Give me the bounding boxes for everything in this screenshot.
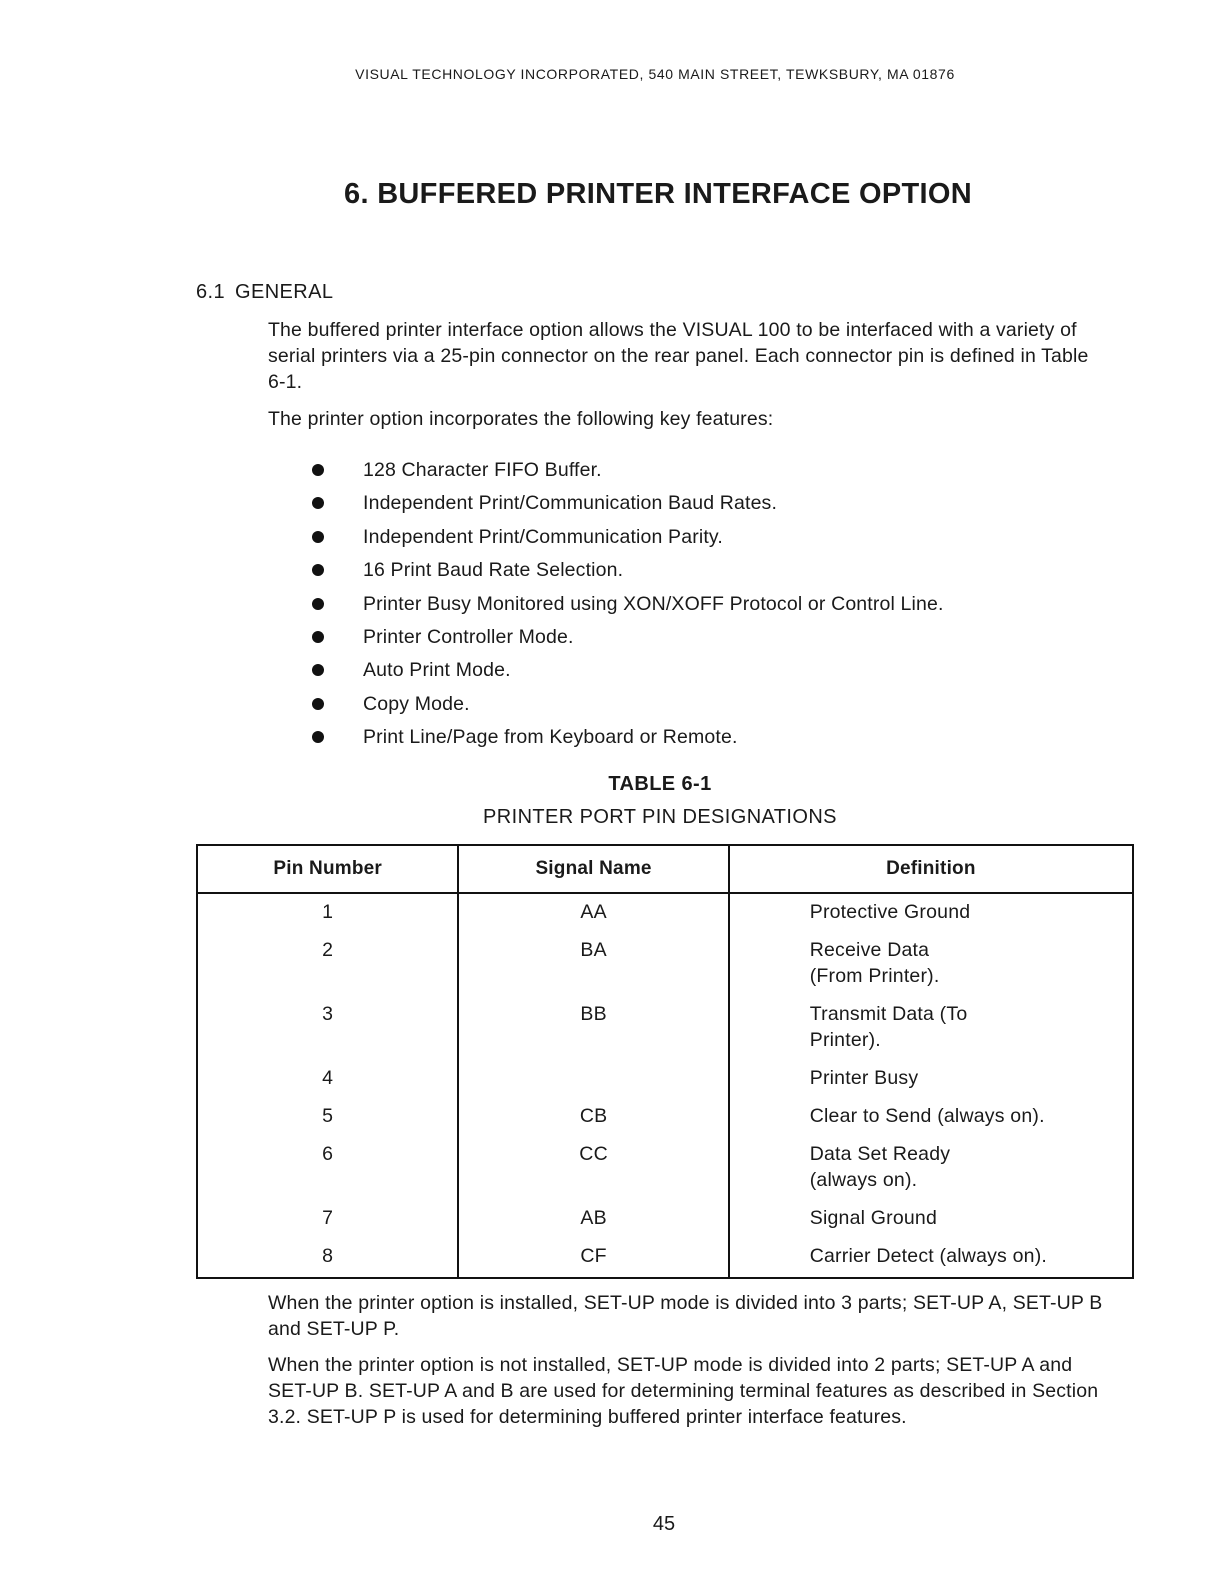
pin-cell: 4 [197,1065,458,1103]
table-row [197,1103,1133,1141]
column-header-pin: Pin Number [197,845,458,893]
pin-cell: 2 [197,937,458,1001]
definition-cell: Clear to Send (always on). [729,1103,1133,1141]
list-item [312,657,944,690]
bullet-icon [312,598,324,610]
pin-cell: 7 [197,1205,458,1243]
table-row [197,1205,1133,1243]
column-header-signal: Signal Name [458,845,728,893]
table-row [197,1065,1133,1103]
intro-paragraph: The buffered printer interface option allows the VISUAL 100 to be interfaced with a variety of serial printers via a 25-pin connector on the rear panel. Each connector pin is defined in Table 6-1. [268,319,1089,393]
bullet-icon [312,664,324,676]
feature-text: 128 Character FIFO Buffer. [363,459,602,481]
feature-text: Independent Print/Communication Parity. [363,525,723,548]
feature-text: Independent Print/Communication Baud Rates. [363,492,778,515]
signal-cell: CB [458,1103,728,1141]
bullet-icon [312,564,324,576]
pin-cell: 5 [197,1103,458,1141]
feature-text: 16 Print Baud Rate Selection. [363,559,624,582]
signal-cell: CF [458,1243,728,1278]
feature-text: Printer Controller Mode. [363,625,574,648]
column-header-definition: Definition [729,845,1133,893]
section-title: GENERAL [235,281,334,303]
bullet-icon [312,698,324,710]
signal-cell: BA [458,937,728,1001]
pin-cell: 3 [197,1001,458,1065]
feature-text: Auto Print Mode. [363,659,511,682]
signal-cell: BB [458,1001,728,1065]
page-header: VISUAL TECHNOLOGY INCORPORATED, 540 MAIN STREET, TEWKSBURY, MA 01876 [355,66,955,82]
signal-cell [458,1065,728,1103]
setup-not-installed-paragraph: When the printer option is not installed, SET-UP mode is divided into 2 parts; SET-UP A and SET-UP B. SET-UP A and B are used for determining terminal features as described in Section 3.2. SET-UP P is used for determining buffered printer interface features. [268,1354,1099,1428]
table-row [197,1141,1133,1205]
bullet-icon [312,531,324,543]
definition-cell: Receive Data (From Printer). [729,937,1133,1001]
definition-cell: Protective Ground [729,893,1133,937]
chapter-title: 6. BUFFERED PRINTER INTERFACE OPTION [344,178,972,210]
list-item [312,457,944,490]
feature-list [312,457,944,758]
pin-cell: 1 [197,893,458,937]
pin-designations-table [196,844,1134,1279]
feature-text: Copy Mode. [363,692,470,715]
table-label: TABLE 6-1 [608,773,712,795]
list-item [312,591,944,624]
table-row [197,1001,1133,1065]
definition-cell: Signal Ground [729,1205,1133,1243]
table-row [197,937,1133,1001]
signal-cell: AB [458,1205,728,1243]
pin-cell: 6 [197,1141,458,1205]
setup-installed-paragraph: When the printer option is installed, SET-UP mode is divided into 3 parts; SET-UP A, SET-UP B and SET-UP P. [268,1292,1103,1340]
bullet-icon [312,731,324,743]
bullet-icon [312,464,324,476]
definition-cell: Printer Busy [729,1065,1133,1103]
signal-cell: AA [458,893,728,937]
table-row [197,1243,1133,1278]
list-item [312,490,944,523]
section-heading [196,281,333,304]
list-item [312,624,944,657]
feature-text: Print Line/Page from Keyboard or Remote. [363,726,738,749]
signal-cell: CC [458,1141,728,1205]
table-caption: PRINTER PORT PIN DESIGNATIONS [483,806,837,828]
page-number: 45 [652,1513,676,1535]
table-row [197,893,1133,937]
list-item [312,557,944,590]
list-item [312,691,944,724]
definition-cell: Data Set Ready (always on). [729,1141,1133,1205]
definition-cell: Transmit Data (To Printer). [729,1001,1133,1065]
section-number: 6.1 [196,281,226,303]
table-header-row [197,845,1133,893]
feature-text: Printer Busy Monitored using XON/XOFF Protocol or Control Line. [363,592,944,615]
list-item [312,724,944,757]
list-item [312,524,944,557]
bullet-icon [312,631,324,643]
pin-cell: 8 [197,1243,458,1278]
definition-cell: Carrier Detect (always on). [729,1243,1133,1278]
bullet-icon [312,497,324,509]
features-intro-paragraph: The printer option incorporates the following key features: [268,408,774,430]
